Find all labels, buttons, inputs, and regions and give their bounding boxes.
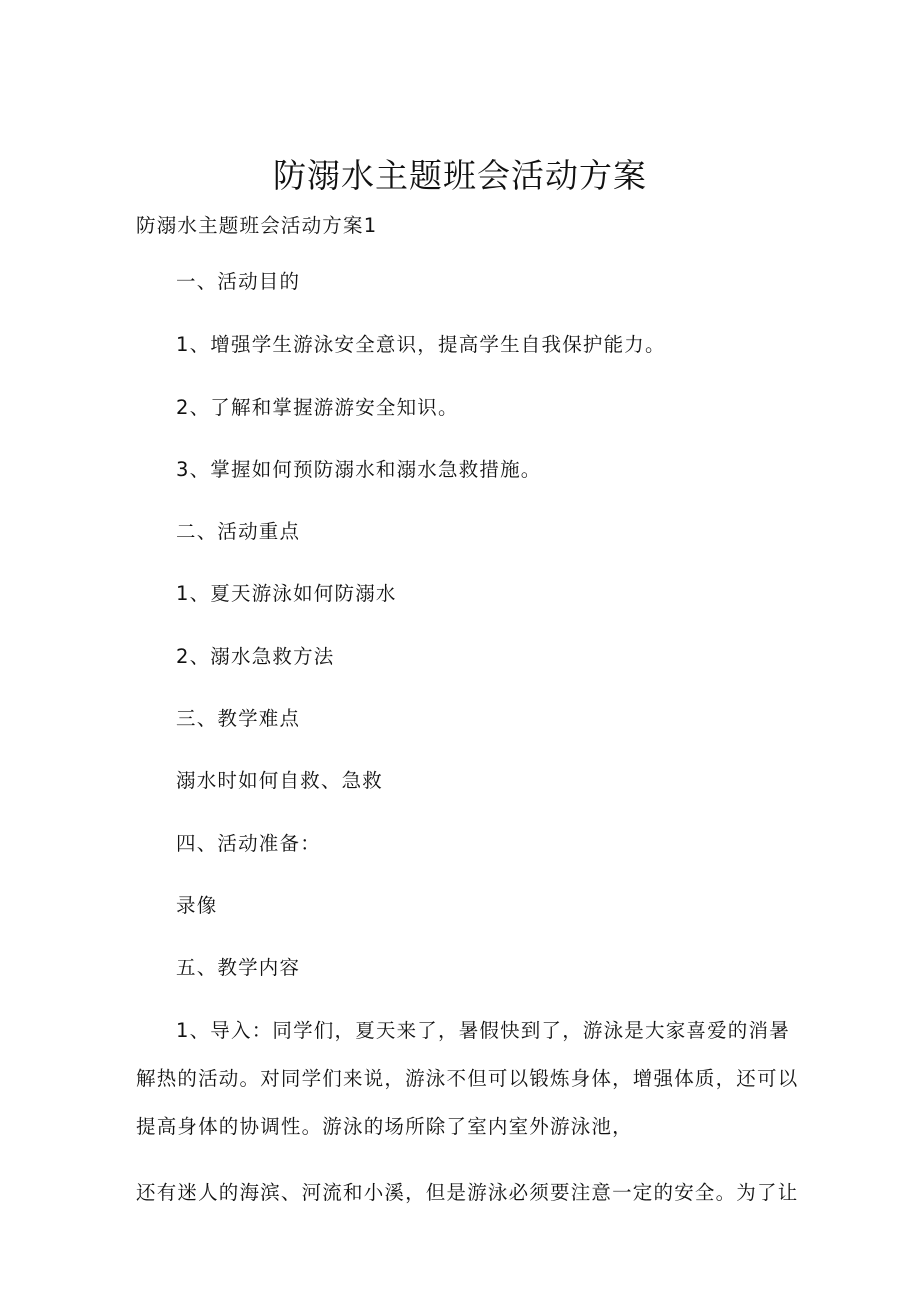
preparation-text: 录像 [176, 894, 218, 917]
section-heading-content: 五、教学内容 [176, 956, 301, 979]
content-paragraph-line: 还有迷人的海滨、河流和小溪，但是游泳必须要注意一定的安全。为了让 [136, 1181, 799, 1204]
purpose-item: 3、掌握如何预防溺水和溺水急救措施。 [176, 458, 542, 481]
focus-item: 1、夏天游泳如何防溺水 [176, 582, 397, 605]
page-title: 防溺水主题班会活动方案 [273, 156, 647, 195]
section-heading-preparation: 四、活动准备： [176, 832, 321, 855]
document-subtitle: 防溺水主题班会活动方案1 [136, 214, 378, 237]
content-paragraph-line: 1、导入：同学们，夏天来了，暑假快到了，游泳是大家喜爱的消暑 [176, 1019, 790, 1042]
content-paragraph-line: 提高身体的协调性。游泳的场所除了室内室外游泳池， [136, 1115, 633, 1138]
purpose-item: 1、增强学生游泳安全意识，提高学生自我保护能力。 [176, 333, 666, 356]
section-heading-difficulty: 三、教学难点 [176, 707, 301, 730]
difficulty-text: 溺水时如何自救、急救 [176, 769, 384, 792]
section-heading-purpose: 一、活动目的 [176, 270, 301, 293]
content-paragraph-line: 解热的活动。对同学们来说，游泳不但可以锻炼身体，增强体质，还可以 [136, 1067, 799, 1090]
section-heading-focus: 二、活动重点 [176, 520, 301, 543]
purpose-item: 2、了解和掌握游游安全知识。 [176, 396, 459, 419]
focus-item: 2、溺水急救方法 [176, 645, 335, 668]
